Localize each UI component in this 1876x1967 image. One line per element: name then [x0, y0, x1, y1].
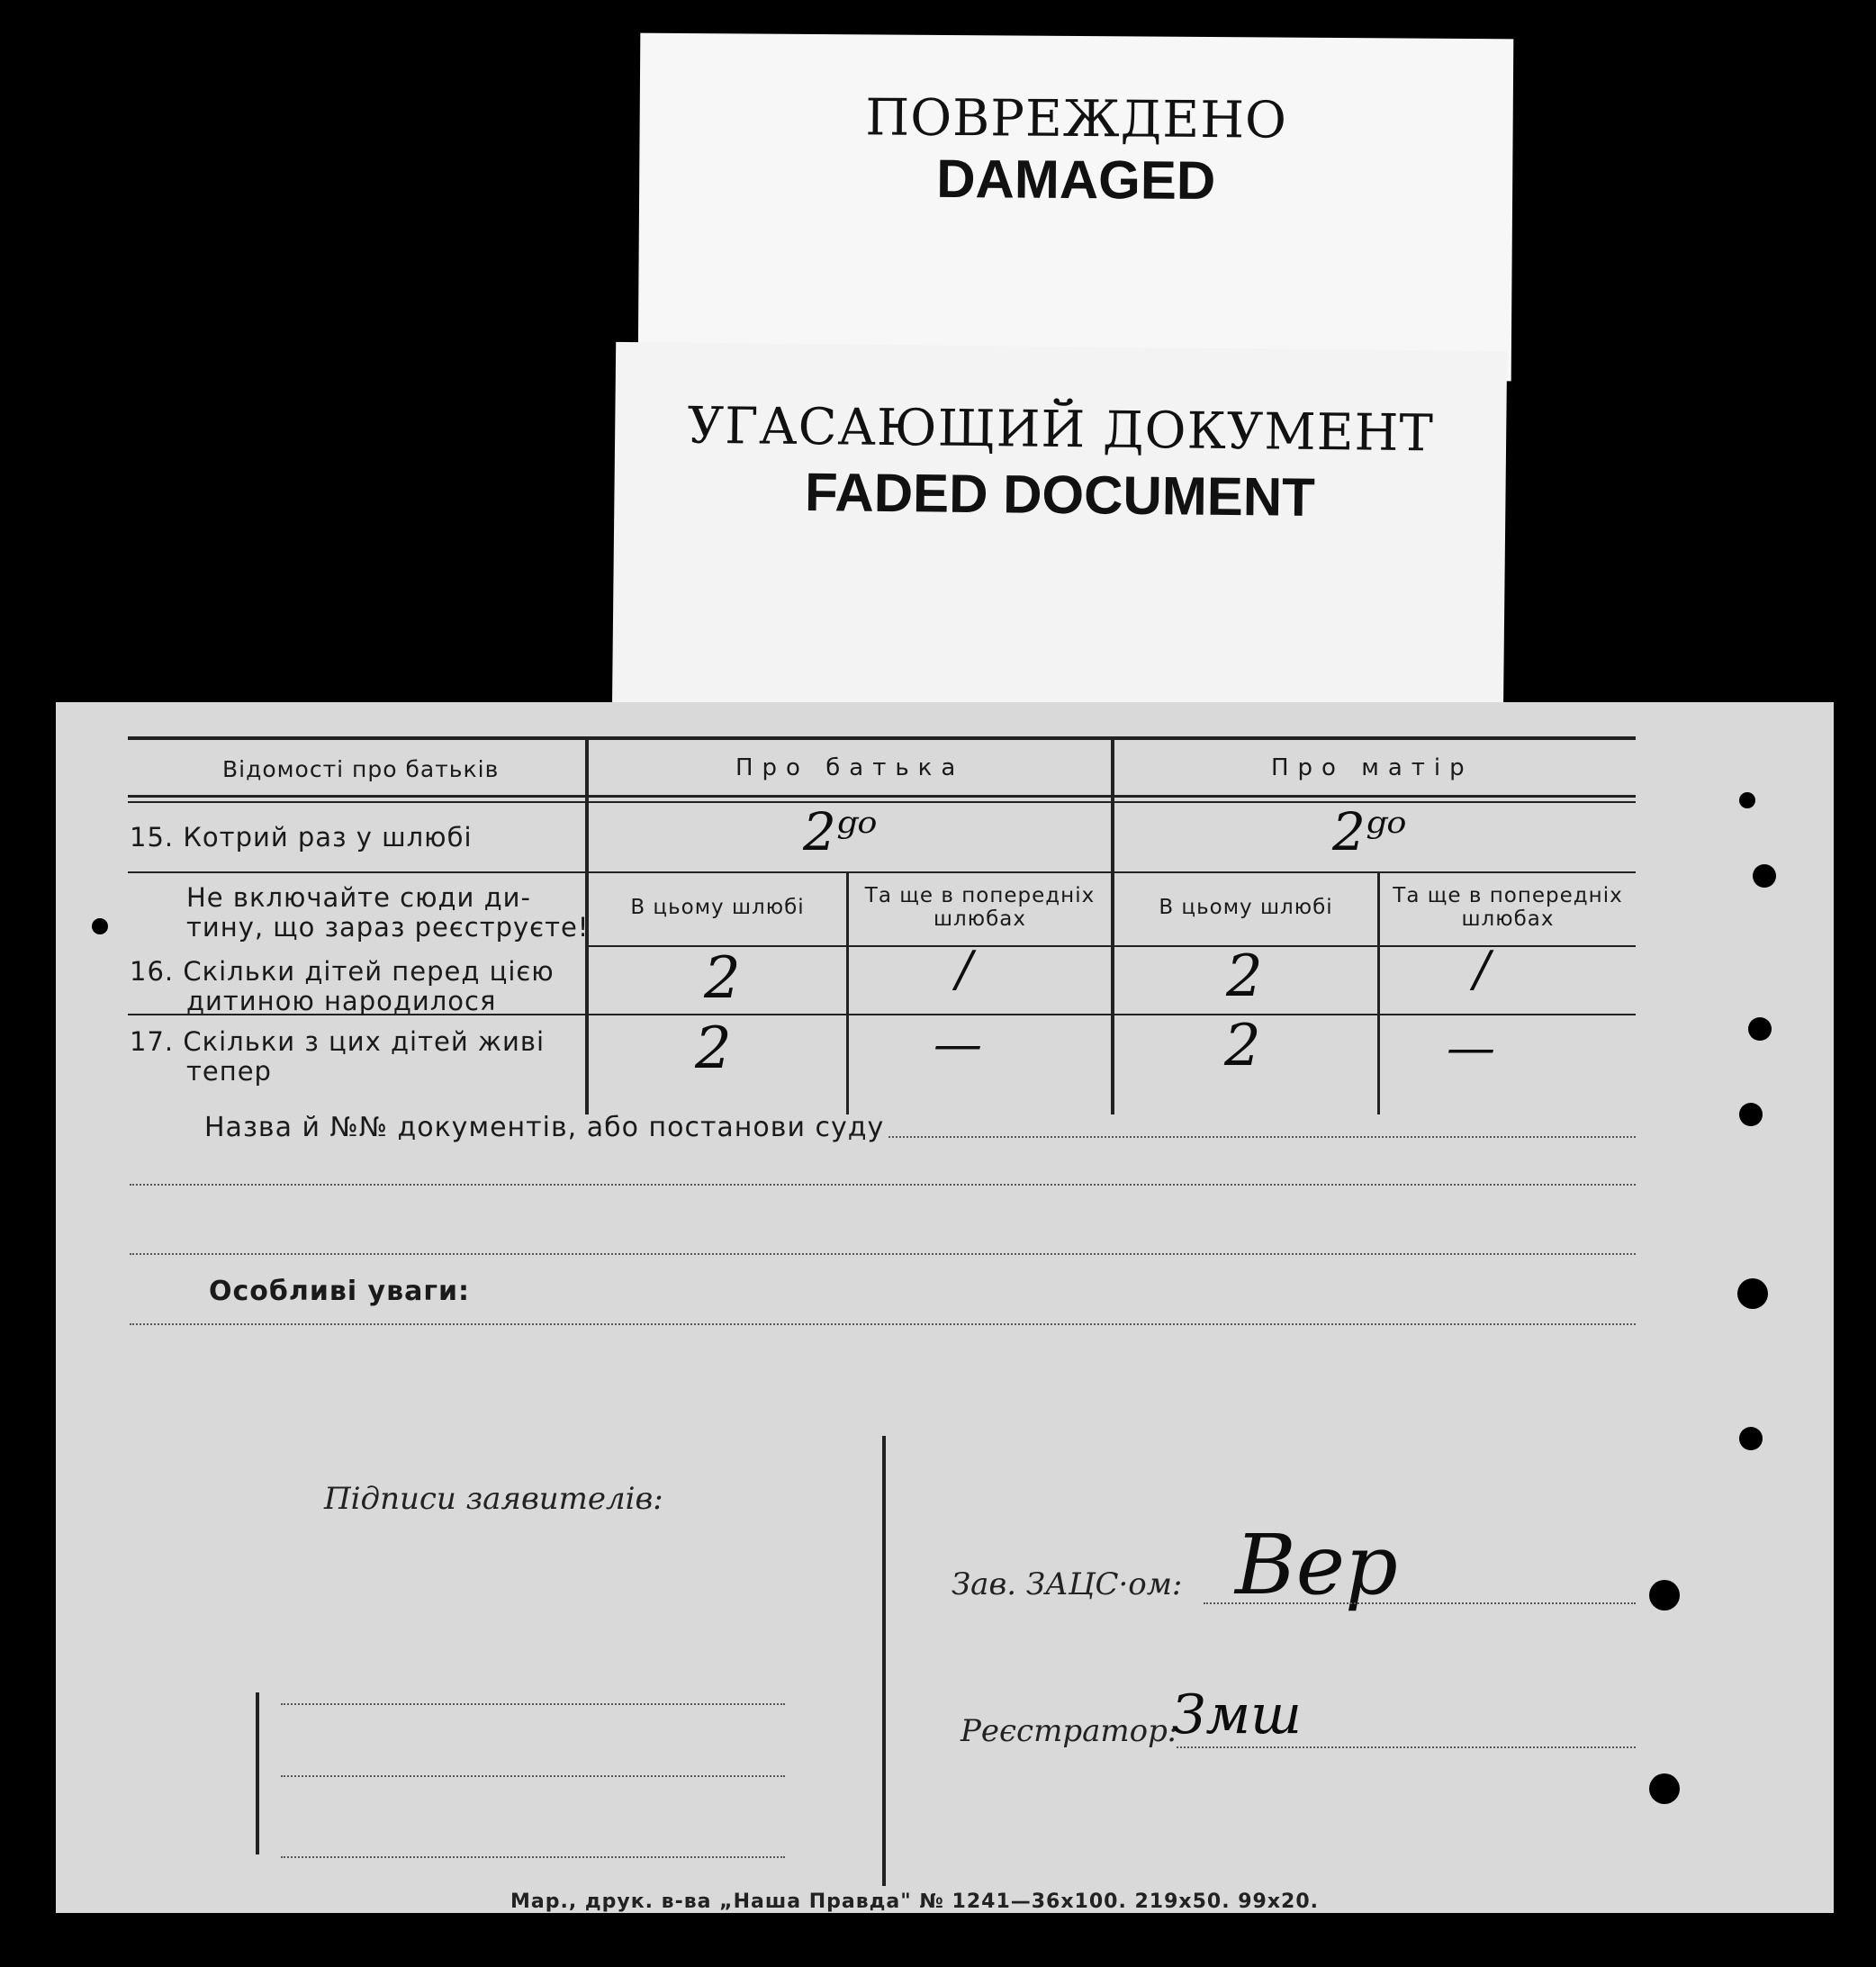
- punch-hole: [92, 918, 108, 934]
- question-15: 15. Котрий раз у шлюбі: [130, 822, 473, 853]
- damaged-notice-en: DAMAGED: [935, 148, 1216, 212]
- sub-prev-mother-2: шлюбах: [1461, 907, 1555, 931]
- punch-hole: [1739, 1103, 1763, 1126]
- signature-divider: [882, 1436, 886, 1886]
- registrar-label: Реєстратор:: [961, 1713, 1178, 1749]
- answer-16-mother-prev: /: [1474, 941, 1491, 997]
- applicant-line-3: [281, 1856, 785, 1858]
- header-about-mother: Про матір: [1271, 754, 1474, 781]
- question-17-line-1: 17. Скільки з цих дітей живі: [130, 1026, 546, 1057]
- head-of-registry-label: Зав. ЗАЦС·ом:: [952, 1566, 1183, 1602]
- punch-hole: [1649, 1773, 1680, 1804]
- documents-label: Назва й №№ документів, або постанови суду: [204, 1112, 885, 1143]
- question-16-line-2: дитиною народилося: [186, 986, 497, 1016]
- documents-line-2: [130, 1184, 1636, 1186]
- punch-hole: [1739, 792, 1755, 808]
- punch-hole: [1649, 1580, 1680, 1611]
- sub-this-marriage-mother: В цьому шлюбі: [1159, 896, 1333, 919]
- punch-hole: [1737, 1278, 1768, 1309]
- answer-15-mother: 2ᵍᵒ: [1332, 801, 1407, 862]
- special-notes-label: Особливі уваги:: [209, 1276, 471, 1307]
- applicant-line-1: [281, 1703, 785, 1705]
- answer-17-mother-prev: —: [1447, 1019, 1495, 1076]
- answer-17-father-this: 2: [695, 1015, 732, 1082]
- head-signature-line: [1204, 1602, 1636, 1604]
- applicants-bracket: [256, 1692, 259, 1854]
- answer-17-mother-this: 2: [1224, 1013, 1261, 1079]
- punch-hole: [1739, 1427, 1763, 1450]
- answer-16-father-this: 2: [704, 945, 741, 1012]
- special-notes-line: [130, 1323, 1636, 1325]
- answer-15-father: 2ᵍᵒ: [803, 801, 878, 862]
- applicant-line-2: [281, 1775, 785, 1777]
- header-double-rule: [128, 801, 1636, 803]
- head-signature: Вер: [1235, 1517, 1398, 1613]
- documents-line-3: [130, 1253, 1636, 1255]
- row15-rule: [128, 871, 1636, 873]
- sub-this-marriage-father: В цьому шлюбі: [630, 896, 805, 919]
- answer-17-father-prev: —: [933, 1015, 982, 1072]
- answer-16-father-prev: /: [956, 941, 973, 997]
- faded-notice-en: FADED DOCUMENT: [804, 462, 1316, 528]
- note-line-1: Не включайте сюди ди-: [186, 882, 531, 913]
- applicants-signatures-label: Підписи заявителів:: [324, 1481, 663, 1517]
- question-17-line-2: тепер: [186, 1056, 272, 1087]
- registrar-signature: Змш: [1172, 1683, 1302, 1746]
- damaged-notice-slip: [638, 33, 1514, 382]
- registrar-signature-line: [1177, 1746, 1636, 1748]
- damaged-notice-ru: ПОВРЕЖДЕНО: [865, 88, 1288, 150]
- question-16-line-1: 16. Скільки дітей перед цією: [130, 956, 555, 987]
- note-line-2: тину, що зараз реєструєте!: [186, 912, 590, 943]
- printer-imprint: Мар., друк. в-ва „Наша Правда" № 1241—36х100. 219х50. 99х20.: [510, 1890, 1320, 1913]
- faded-notice-ru: УГАСАЮЩИЙ ДОКУМЕНТ: [687, 396, 1435, 464]
- header-about-father: Про батька: [735, 754, 965, 781]
- answer-16-mother-this: 2: [1226, 943, 1263, 1010]
- sub-prev-father-2: шлюбах: [933, 907, 1026, 931]
- punch-hole: [1748, 1017, 1772, 1041]
- sub-prev-mother-1: Та ще в попередніх: [1393, 884, 1623, 907]
- sub-prev-father-1: Та ще в попередніх: [864, 884, 1096, 907]
- header-parents-info: Відомості про батьків: [222, 756, 500, 782]
- punch-hole: [1753, 864, 1776, 888]
- registration-form-card: [56, 702, 1834, 1913]
- faded-notice-slip: [612, 342, 1507, 729]
- header-bottom-rule: [128, 795, 1636, 798]
- col-divider-2: [1111, 736, 1114, 1114]
- table-top-rule: [128, 736, 1636, 740]
- documents-line-1: [888, 1136, 1636, 1138]
